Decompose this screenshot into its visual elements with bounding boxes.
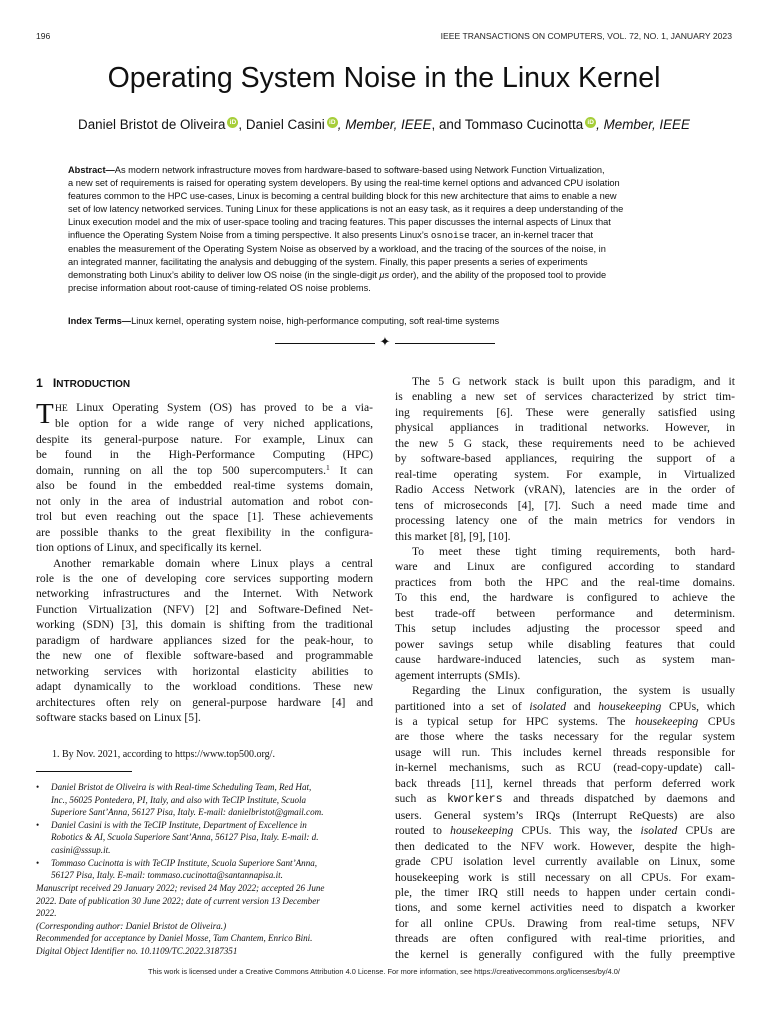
text-line: be found in the High-Performance Computing (HPC) (36, 448, 373, 462)
abstract-line: Linux execution model and the mix of user-space tooling and tracing features. This paper discusses the internal aspects of Linux that (68, 217, 611, 228)
text-line: networking services with horizontal elasticity abilities to (36, 664, 373, 678)
manuscript-line: (Corresponding author: Daniel Bristot de Oliveira.) (36, 920, 227, 931)
text-line: then dedicated to the NFV work. However, despite the high- (395, 839, 735, 853)
footnote: 1. By Nov. 2021, according to https://www.top500.org/. (52, 749, 275, 760)
separator-line-left (275, 343, 375, 344)
left-column-body (36, 400, 373, 726)
text-line: back threads [11], kernel threads that perform deferred work (395, 776, 735, 790)
text-segment: partitioned into a set of (395, 699, 530, 713)
index-terms (68, 316, 700, 326)
text-line: physical appliances in traditional networks. However, in (395, 421, 735, 435)
manuscript-line: Digital Object Identifier no. 10.1109/TC.2022.3187351 (36, 945, 238, 956)
text-line: this market [8], [9], [10]. (395, 529, 511, 543)
author-name: Tommaso Cucinotta (464, 117, 584, 132)
text-line: tions, and some kernel activities need to dispatch a kworker (395, 901, 735, 915)
text-line: paradigm of hardware appliances sized for the peak-hour, to (36, 633, 373, 647)
author-line (0, 117, 768, 132)
text-line: ble option for a wide range of very niched applications, (55, 417, 373, 431)
abstract-label: Abstract— (68, 165, 115, 175)
abstract-text: As modern network infrastructure moves from hardware-based to software-based using Network Function Virtualization, (114, 165, 605, 175)
text-line: Another remarkable domain where Linux plays a central (53, 556, 373, 570)
bullet-icon: • (36, 819, 40, 830)
text-line: for all online CPUs. Drawing from real-time setups, NFV (395, 916, 735, 930)
code-kworkers: kworkers (446, 793, 503, 807)
text-segment: CPUs are (677, 824, 735, 838)
text-line: Function Virtualization (NFV) [2] and Software-Defined Net- (36, 602, 373, 616)
text-line: in-kernel mechanisms, such as RCU (read-copy-update) call- (395, 761, 735, 775)
separator-line-right (395, 343, 495, 344)
text-line: cause hardware-induced latencies, such as system man- (395, 653, 735, 667)
index-terms-text: Linux kernel, operating system noise, high-performance computing, soft real-time systems (131, 316, 500, 326)
page-number: 196 (36, 31, 51, 41)
text-line (36, 463, 373, 478)
text-line: To meet these tight timing requirements, both hard- (412, 544, 735, 558)
abstract-text: demonstrating both Linux’s ability to deliver low OS noise (in the single-digit (68, 269, 380, 280)
text-line: Radio Access Network (vRAN), latencies are in the order of (395, 483, 735, 497)
bullet-icon: • (36, 782, 40, 792)
text-line: architectures often rely on general-purpose hardware [4] and (36, 695, 373, 709)
text-line: trol but even reaching out the space [1]. These achievements (36, 510, 373, 524)
text-line: processing latency one of the main metrics for vendors in (395, 514, 735, 528)
orcid-icon[interactable]: iD (327, 117, 338, 128)
text-line (36, 400, 373, 416)
affiliation-item (36, 819, 376, 857)
affiliation-line: Tommaso Cucinotta is with TeCIP Institute, Scuola Superiore Sant’Anna, (51, 857, 318, 868)
orcid-icon[interactable]: iD (585, 117, 596, 128)
text-line: despite its general-purpose nature. For example, Linux can (36, 432, 373, 446)
affiliation-item (36, 857, 376, 882)
author-name: Daniel Casini (245, 117, 325, 132)
emphasis-housekeeping: housekeeping (635, 714, 699, 728)
code-osnoise: osnoise (430, 230, 470, 242)
text-line: users. General system’s IRQs (Interrupt ReQuests) are also (395, 808, 735, 822)
microsecond-unit: μs (379, 269, 390, 280)
footnote-rule (36, 771, 132, 772)
author-name: Daniel Bristot de Oliveira (78, 117, 226, 132)
text-line: usage will run. This includes kernel threads responsible for (395, 745, 735, 759)
manuscript-line: 2022. Date of publication 30 June 2022; date of current version 13 December (36, 895, 320, 906)
abstract-line (68, 269, 700, 282)
author-membership: , Member, IEEE (337, 117, 432, 132)
bullet-icon: • (36, 857, 40, 868)
text-line: This setup includes adjusting the processor speed and (395, 622, 735, 636)
text-line (395, 791, 735, 807)
text-line: tion options of Linux, and specifically its kernel. (36, 541, 262, 555)
drop-cap: T (36, 398, 54, 430)
author-separator: , and (431, 117, 465, 132)
text-line: housekeeping work is still necessary on all CPUs. For exam- (395, 870, 735, 884)
small-caps-word: HE (55, 403, 68, 414)
abstract-line (68, 229, 700, 242)
text-line: working (SDN) [3], this domain is shifting from the traditional (36, 618, 373, 632)
abstract-line: a new set of requirements is raised for operating system developers. By using the real-time kernel options and advanced CPU isolation (68, 178, 620, 189)
text-segment: Linux Operating System (OS) has proved to be a via- (67, 401, 373, 414)
affiliation-item (36, 781, 376, 819)
emphasis-isolated: isolated (640, 824, 678, 838)
text-line: Regarding the Linux configuration, the system is usually (412, 684, 735, 698)
text-line: the new 5 G stack, these requirements need to be achieved (395, 436, 735, 450)
text-line: ware and Linux are configured according to standard (395, 560, 735, 574)
section-separator (275, 335, 495, 350)
text-line: power savings setup while disabling features that could (395, 637, 735, 651)
text-line: To this end, the hardware is configured to achieve the (395, 591, 735, 605)
text-segment: and threads dispatched by daemons and (502, 792, 735, 806)
affiliation-line: Inc., 56025 Pontedera, PI, Italy, and also with TeCIP Institute, Scuola (51, 794, 307, 805)
author-affiliations (36, 781, 376, 882)
affiliation-line: casini@sssup.it. (51, 844, 111, 855)
manuscript-history (36, 882, 376, 958)
text-line (395, 823, 735, 838)
footnote-marker[interactable]: 1 (325, 462, 330, 472)
emphasis-housekeeping: housekeeping (450, 824, 514, 838)
text-segment: CPUs. This way, the (513, 824, 641, 838)
text-line: also be found in the embedded real-time systems domain, (36, 479, 373, 493)
abstract-line: set of low latency networked services. Tuning Linux for these applications is not an easy task, as it requires a deep understanding of the (68, 204, 624, 215)
text-segment: CPUs (698, 714, 735, 728)
abstract-text: tracer, an in-kernel tracer that (469, 230, 594, 241)
text-line: practices from both the HPC and the real-time domains. (395, 575, 735, 589)
text-line: software stacks based on Linux [5]. (36, 711, 201, 725)
text-line: tens of microseconds [4], [7]. Such a need made time and (395, 498, 735, 512)
emphasis-isolated: isolated (529, 699, 567, 713)
abstract-line: features common to the HPC use-cases, Linux is becoming a central building block for this new architecture that aims to enable a new (68, 191, 617, 202)
separator-star-icon: ✦ (379, 335, 391, 350)
text-line: are possible thanks to the great flexibility in the configura- (36, 525, 373, 539)
right-column-body (395, 374, 735, 962)
license-notice: This work is licensed under a Creative Commons Attribution 4.0 License. For more information, see https://creativecommons.org/licenses/by/4.0/ (148, 967, 620, 976)
section-heading (36, 376, 130, 390)
text-line: threads are often configured with real-time priorities, and (395, 932, 735, 946)
abstract (68, 164, 700, 295)
text-line: the kernel is generally configured with the fully preemptive (395, 947, 735, 961)
affiliation-line: Daniel Casini is with the TeCIP Institute, Department of Excellence in (51, 819, 307, 830)
text-line: not only in the area of industrial automation and robot con- (36, 494, 373, 508)
abstract-line (68, 164, 700, 177)
text-line: The 5 G network stack is built upon this paradigm, and it (412, 375, 735, 388)
abstract-text: order), and the ability of the proposed tool to provide (389, 269, 607, 280)
text-line: adapt dynamically to the workload conditions. These new (36, 680, 373, 694)
text-segment: domain, running on all the top 500 supercomputers. (36, 463, 326, 477)
text-segment: such as (395, 792, 447, 806)
text-line: ing requirements [6]. These were generally satisfied using (395, 405, 735, 419)
emphasis-housekeeping: housekeeping (598, 699, 662, 713)
text-line (395, 714, 735, 729)
affiliation-line: 56127 Pisa, Italy. E-mail: tommaso.cucinotta@santannapisa.it. (51, 870, 283, 881)
text-line: the new one of flexible software-based and programmable (36, 649, 373, 663)
text-line: agement interrupts (SMIs). (395, 668, 521, 682)
text-line: is enabling a new set of services characterized by strict tim- (395, 390, 735, 404)
manuscript-line: Manuscript received 29 January 2022; revised 24 May 2022; accepted 26 June (36, 883, 325, 893)
orcid-icon[interactable]: iD (227, 117, 238, 128)
text-line: real-time operating system. For example, in Virtualized (395, 467, 735, 481)
text-segment: CPUs, which (661, 699, 735, 713)
index-terms-label: Index Terms— (68, 316, 132, 326)
text-line: networking infrastructures and the Internet. With Network (36, 587, 373, 601)
text-line: are those where the tasks necessary for the regular system (395, 730, 735, 744)
text-line: by software-based appliances, requiring the support of a (395, 452, 735, 466)
affiliation-line: Daniel Bristot de Oliveira is with Real-time Scheduling Team, Red Hat, (51, 782, 312, 792)
text-segment: and (566, 699, 599, 713)
text-line: best trade-off between performance and determinism. (395, 606, 735, 620)
author-membership: , Member, IEEE (596, 117, 690, 132)
text-segment: It can (329, 463, 373, 477)
text-line: grade CPU isolation level currently available on Linux, some (395, 855, 735, 869)
abstract-line: precise information about root-cause of timing-related OS noise problems. (68, 282, 371, 293)
manuscript-line: 2022. (36, 908, 57, 919)
abstract-line: enables the measurement of the Operating System Noise as observed by a workload, and the tracing of the sources of the noise, in (68, 243, 606, 254)
abstract-text: influence the Operating System Noise from a timing perspective. It also presents Linux’s (68, 230, 431, 241)
text-segment: is a typical setup for HPC systems. The (395, 714, 636, 728)
paper-title: Operating System Noise in the Linux Kernel (107, 62, 661, 94)
journal-running-head: IEEE TRANSACTIONS ON COMPUTERS, VOL. 72, NO. 1, JANUARY 2023 (440, 31, 732, 41)
author-separator: , (238, 117, 246, 132)
text-line: ple, the timer IRQ still needs to happen under certain condi- (395, 885, 735, 899)
manuscript-line: Recommended for acceptance by Daniel Mosse, Tam Chantem, Enrico Bini. (36, 933, 313, 944)
text-line (395, 699, 735, 714)
section-title-initial: I (52, 376, 57, 390)
section-title-rest: NTRODUCTION (56, 379, 131, 390)
section-number: 1 (36, 376, 43, 390)
affiliation-line: Superiore Sant’Anna, 56127 Pisa, Italy. E-mail: danielbristot@gmail.com. (51, 807, 324, 818)
text-line: role is the one of developing core services supporting modern (36, 571, 373, 585)
text-segment: routed to (395, 824, 451, 838)
affiliation-line: Robotics & AI, Scuola Superiore Sant’Anna, 56127 Pisa, Italy. E-mail: d. (51, 832, 319, 843)
abstract-line: an integrated manner, facilitating the analysis and debugging of the system. Finally, this paper presents a series of experiments (68, 256, 588, 267)
